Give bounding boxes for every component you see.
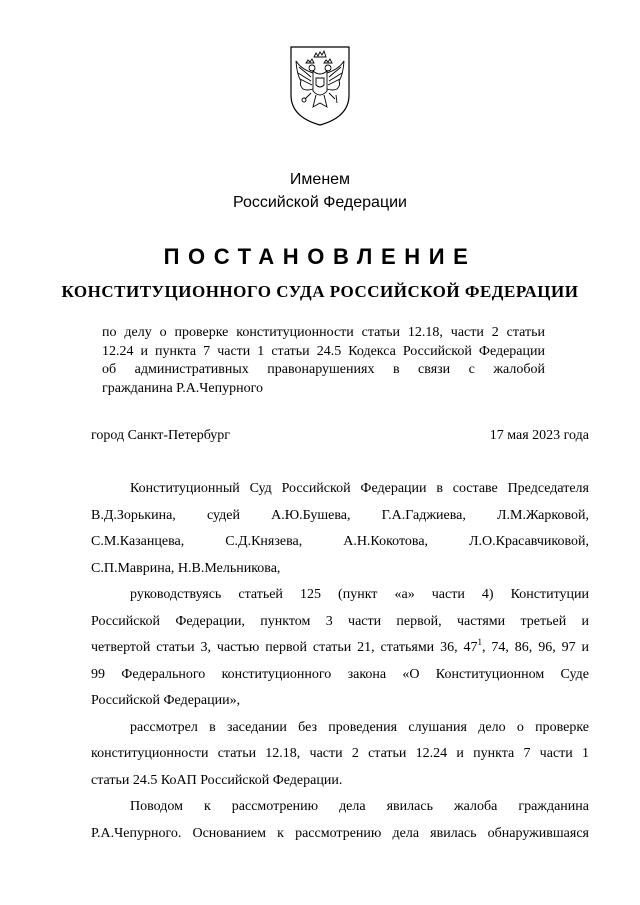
case-line: 12.24 и пункта 7 части 1 статьи 24.5 Кодекса Российской Федерации xyxy=(102,343,545,359)
document-body xyxy=(91,476,589,847)
body-line: Российской Федерации, пунктом 3 части первой, частями третьей и xyxy=(91,613,589,629)
body-line: Р.А.Чепурного. Основанием к рассмотрению дела явилась обнаружившаяся xyxy=(91,825,589,841)
body-line: Российской Федерации», xyxy=(91,693,241,708)
case-line: об административных правонарушениях в связи с жалобой xyxy=(102,362,545,377)
superscript: 1 xyxy=(477,637,482,647)
body-line: Конституционный Суд Российской Федерации в составе Председателя xyxy=(130,481,589,496)
body-text: четвертой статьи 3, частью первой статьи 21, статьями 36, 47 xyxy=(91,640,478,655)
city: город Санкт-Петербург xyxy=(91,428,231,443)
date: 17 мая 2023 года xyxy=(489,428,589,443)
body-line xyxy=(91,635,589,662)
body-line: Поводом к рассмотрению дела явилась жалоба гражданина xyxy=(130,799,589,814)
body-line: 99 Федерального конституционного закона «О Конституционном Суде xyxy=(91,666,589,682)
document-title: ПОСТАНОВЛЕНИЕ xyxy=(163,244,477,269)
coat-of-arms-emblem xyxy=(287,45,353,127)
header-line-1: Именем xyxy=(289,171,351,188)
body-line: руководствуясь статьей 125 (пункт «а» части 4) Конституции xyxy=(130,587,589,602)
case-line: гражданина Р.А.Чепурного xyxy=(102,380,263,396)
body-line: С.П.Маврина, Н.В.Мельникова, xyxy=(91,560,281,576)
case-line: по делу о проверке конституционности статьи 12.18, части 2 статьи xyxy=(102,325,545,340)
body-line: рассмотрел в заседании без проведения слушания дело о проверке xyxy=(130,719,589,735)
header-line-2: Российской Федерации xyxy=(233,194,407,211)
case-description xyxy=(102,324,545,398)
document-subtitle: КОНСТИТУЦИОННОГО СУДА РОССИЙСКОЙ ФЕДЕРАЦИИ xyxy=(61,282,579,301)
body-line: В.Д.Зорькина, судей А.Ю.Бушева, Г.А.Гаджиева, Л.М.Жарковой, xyxy=(91,507,589,523)
place-and-date xyxy=(91,428,589,444)
body-line: С.М.Казанцева, С.Д.Князева, А.Н.Кокотова, Л.О.Красавчиковой, xyxy=(91,534,589,549)
body-line: конституционности статьи 12.18, части 2 статьи 12.24 и пункта 7 части 1 xyxy=(91,746,589,761)
body-text: , 74, 86, 96, 97 и xyxy=(481,640,589,655)
body-line: статьи 24.5 КоАП Российской Федерации. xyxy=(91,772,343,788)
